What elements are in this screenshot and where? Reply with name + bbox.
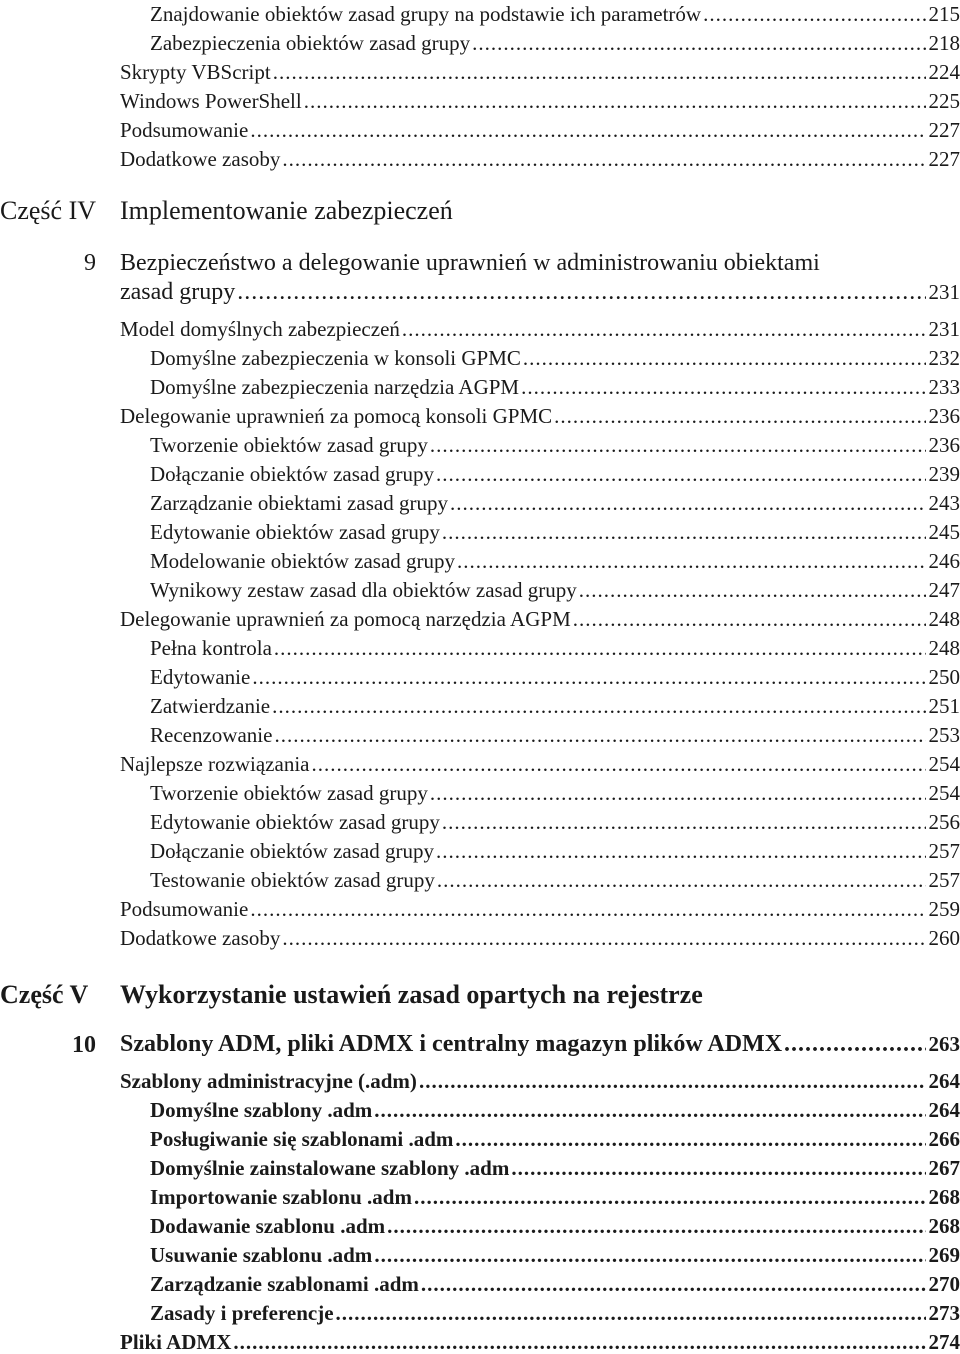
toc-entry-page: 254 — [929, 781, 960, 805]
toc-entry[interactable] — [120, 317, 960, 341]
leader-dots — [455, 1127, 925, 1151]
leader-dots — [579, 578, 926, 602]
toc-entry[interactable] — [150, 1156, 960, 1180]
toc-entry-title: Zarządzanie obiektami zasad grupy — [150, 491, 448, 515]
leader-dots — [472, 31, 925, 55]
toc-entry-page: 263 — [929, 1032, 960, 1056]
toc-entry-title: Dołączanie obiektów zasad grupy — [150, 839, 434, 863]
toc-entry-title: Zasady i preferencje — [150, 1301, 334, 1325]
toc-entry-page: 233 — [929, 375, 960, 399]
toc-entry[interactable] — [150, 1185, 960, 1209]
toc-entry-title: Pełna kontrola — [150, 636, 272, 660]
toc-entry-page: 231 — [929, 280, 960, 304]
toc-entry[interactable] — [120, 89, 960, 113]
toc-entry-page: 260 — [929, 926, 960, 950]
leader-dots — [282, 147, 925, 171]
toc-entry[interactable] — [120, 752, 960, 776]
leader-dots — [450, 491, 926, 515]
toc-entry-title: Tworzenie obiektów zasad grupy — [150, 781, 428, 805]
toc-entry-page: 232 — [929, 346, 960, 370]
toc-entry-title: Delegowanie uprawnień za pomocą konsoli GPMC — [120, 404, 552, 428]
toc-entry-title: Model domyślnych zabezpieczeń — [120, 317, 400, 341]
leader-dots — [421, 1272, 926, 1296]
toc-entry-title: Szablony ADM, pliki ADMX i centralny magazyn plików ADMX — [120, 1032, 782, 1056]
toc-entry[interactable] — [150, 1272, 960, 1296]
toc-entry-page: 236 — [929, 404, 960, 428]
toc-entry-page: 250 — [929, 665, 960, 689]
toc-entry-page: 243 — [929, 491, 960, 515]
part-heading[interactable] — [0, 196, 453, 226]
leader-dots — [272, 694, 925, 718]
leader-dots — [442, 810, 926, 834]
toc-entry[interactable] — [150, 1243, 960, 1267]
toc-entry[interactable] — [150, 810, 960, 834]
toc-entry[interactable] — [150, 665, 960, 689]
toc-entry-page: 236 — [929, 433, 960, 457]
toc-entry[interactable] — [120, 607, 960, 631]
leader-dots — [250, 897, 925, 921]
toc-entry-page: 227 — [929, 147, 960, 171]
toc-entry-title: Edytowanie obiektów zasad grupy — [150, 520, 440, 544]
leader-dots — [573, 607, 926, 631]
toc-entry-title: Domyślne zabezpieczenia narzędzia AGPM — [150, 375, 519, 399]
toc-entry-page: 269 — [929, 1243, 960, 1267]
toc-entry-title: Zabezpieczenia obiektów zasad grupy — [150, 31, 470, 55]
toc-entry[interactable] — [150, 723, 960, 747]
toc-entry-page: 270 — [929, 1272, 960, 1296]
toc-entry-page: 227 — [929, 118, 960, 142]
toc-entry[interactable] — [150, 1127, 960, 1151]
toc-entry-page: 247 — [929, 578, 960, 602]
toc-entry[interactable] — [120, 1330, 960, 1354]
toc-entry-title: Dodatkowe zasoby — [120, 147, 280, 171]
toc-entry[interactable] — [150, 636, 960, 660]
leader-dots — [274, 636, 926, 660]
toc-entry[interactable] — [150, 375, 960, 399]
toc-entry-page: 215 — [929, 2, 960, 26]
toc-entry-title: Skrypty VBScript — [120, 60, 271, 84]
toc-entry-page: 266 — [929, 1127, 960, 1151]
toc-entry[interactable] — [150, 839, 960, 863]
leader-dots — [387, 1214, 925, 1238]
toc-entry[interactable] — [150, 462, 960, 486]
toc-entry-page: 225 — [929, 89, 960, 113]
toc-entry[interactable] — [150, 520, 960, 544]
toc-entry[interactable] — [120, 1069, 960, 1093]
toc-entry-title: Modelowanie obiektów zasad grupy — [150, 549, 455, 573]
leader-dots — [437, 868, 926, 892]
leader-dots — [311, 752, 925, 776]
leader-dots — [703, 2, 925, 26]
toc-entry-page: 257 — [929, 868, 960, 892]
leader-dots — [521, 375, 925, 399]
toc-entry-title: Edytowanie obiektów zasad grupy — [150, 810, 440, 834]
toc-entry-title: Posługiwanie się szablonami .adm — [150, 1127, 453, 1151]
toc-entry-page: 274 — [929, 1330, 960, 1354]
chapter-title-line[interactable]: Bezpieczeństwo a delegowanie uprawnień w administrowaniu obiektami — [120, 250, 820, 277]
leader-dots — [402, 317, 926, 341]
toc-entry-title: Recenzowanie — [150, 723, 272, 747]
toc-entry-page: 257 — [929, 839, 960, 863]
chapter-title-continuation[interactable] — [120, 280, 960, 304]
leader-dots — [511, 1156, 925, 1180]
part-title: Wykorzystanie ustawień zasad opartych na rejestrze — [120, 980, 703, 1010]
leader-dots — [784, 1032, 925, 1056]
toc-entry-title: Domyślne zabezpieczenia w konsoli GPMC — [150, 346, 521, 370]
leader-dots — [237, 280, 925, 304]
toc-entry[interactable] — [150, 578, 960, 602]
toc-entry-title: Tworzenie obiektów zasad grupy — [150, 433, 428, 457]
toc-entry[interactable] — [150, 2, 960, 26]
toc-entry-title: Usuwanie szablonu .adm — [150, 1243, 372, 1267]
toc-entry-title: Najlepsze rozwiązania — [120, 752, 309, 776]
toc-entry-title: Windows PowerShell — [120, 89, 302, 113]
toc-entry-title: Delegowanie uprawnień za pomocą narzędzia AGPM — [120, 607, 571, 631]
leader-dots — [442, 520, 926, 544]
toc-entry-page: 273 — [929, 1301, 960, 1325]
leader-dots — [436, 462, 926, 486]
toc-entry-page: 248 — [929, 636, 960, 660]
toc-entry[interactable] — [150, 1098, 960, 1122]
toc-entry-title: Domyślne szablony .adm — [150, 1098, 372, 1122]
chapter-title-line[interactable] — [120, 1032, 960, 1056]
toc-entry[interactable] — [120, 118, 960, 142]
toc-entry-title: Zatwierdzanie — [150, 694, 270, 718]
toc-entry-title: Dodawanie szablonu .adm — [150, 1214, 385, 1238]
toc-entry-title: Zarządzanie szablonami .adm — [150, 1272, 419, 1296]
toc-entry[interactable] — [150, 549, 960, 573]
toc-entry[interactable] — [150, 868, 960, 892]
toc-entry-page: 239 — [929, 462, 960, 486]
part-heading[interactable] — [0, 980, 703, 1010]
toc-entry-page: 268 — [929, 1185, 960, 1209]
toc-entry-title: Domyślnie zainstalowane szablony .adm — [150, 1156, 509, 1180]
toc-entry[interactable] — [120, 926, 960, 950]
toc-entry[interactable] — [120, 147, 960, 171]
toc-entry-page: 256 — [929, 810, 960, 834]
toc-entry-page: 224 — [929, 60, 960, 84]
toc-entry-title: Szablony administracyjne (.adm) — [120, 1069, 417, 1093]
leader-dots — [274, 723, 925, 747]
toc-entry[interactable] — [150, 1214, 960, 1238]
toc-entry-page: 246 — [929, 549, 960, 573]
toc-entry-page: 251 — [929, 694, 960, 718]
leader-dots — [430, 781, 926, 805]
toc-entry[interactable] — [120, 60, 960, 84]
leader-dots — [414, 1185, 926, 1209]
leader-dots — [419, 1069, 926, 1093]
toc-entry-title: zasad grupy — [120, 280, 235, 304]
toc-entry-title: Testowanie obiektów zasad grupy — [150, 868, 435, 892]
toc-entry-title: Podsumowanie — [120, 897, 248, 921]
toc-entry-title: Wynikowy zestaw zasad dla obiektów zasad grupy — [150, 578, 577, 602]
leader-dots — [233, 1330, 925, 1354]
toc-entry-title: Podsumowanie — [120, 118, 248, 142]
toc-entry-page: 218 — [929, 31, 960, 55]
leader-dots — [252, 665, 925, 689]
leader-dots — [336, 1301, 926, 1325]
part-label: Część V — [0, 980, 120, 1010]
toc-entry-page: 254 — [929, 752, 960, 776]
chapter-number: 10 — [0, 1032, 96, 1059]
toc-entry[interactable] — [120, 404, 960, 428]
toc-entry-title: Znajdowanie obiektów zasad grupy na podstawie ich parametrów — [150, 2, 701, 26]
leader-dots — [304, 89, 926, 113]
toc-entry-page: 264 — [929, 1098, 960, 1122]
chapter-number: 9 — [0, 250, 96, 277]
toc-entry-title: Dołączanie obiektów zasad grupy — [150, 462, 434, 486]
toc-entry-page: 268 — [929, 1214, 960, 1238]
toc-entry[interactable] — [150, 491, 960, 515]
part-title: Implementowanie zabezpieczeń — [120, 196, 453, 226]
toc-entry-title: Pliki ADMX — [120, 1330, 231, 1354]
toc-entry-page: 253 — [929, 723, 960, 747]
leader-dots — [250, 118, 925, 142]
leader-dots — [457, 549, 925, 573]
leader-dots — [374, 1243, 925, 1267]
leader-dots — [273, 60, 926, 84]
leader-dots — [374, 1098, 925, 1122]
toc-entry-title: Importowanie szablonu .adm — [150, 1185, 412, 1209]
toc-entry-page: 248 — [929, 607, 960, 631]
leader-dots — [523, 346, 926, 370]
leader-dots — [554, 404, 925, 428]
toc-entry[interactable] — [150, 31, 960, 55]
toc-entry[interactable] — [150, 433, 960, 457]
toc-entry[interactable] — [150, 781, 960, 805]
toc-entry-title: Dodatkowe zasoby — [120, 926, 280, 950]
toc-entry-title: Edytowanie — [150, 665, 250, 689]
toc-entry[interactable] — [120, 897, 960, 921]
part-label: Część IV — [0, 196, 120, 226]
leader-dots — [430, 433, 926, 457]
toc-entry-page: 245 — [929, 520, 960, 544]
toc-entry[interactable] — [150, 1301, 960, 1325]
leader-dots — [436, 839, 926, 863]
toc-entry[interactable] — [150, 346, 960, 370]
leader-dots — [282, 926, 925, 950]
toc-entry-page: 267 — [929, 1156, 960, 1180]
toc-entry-page: 264 — [929, 1069, 960, 1093]
toc-entry[interactable] — [150, 694, 960, 718]
toc-entry-page: 231 — [929, 317, 960, 341]
toc-entry-page: 259 — [929, 897, 960, 921]
